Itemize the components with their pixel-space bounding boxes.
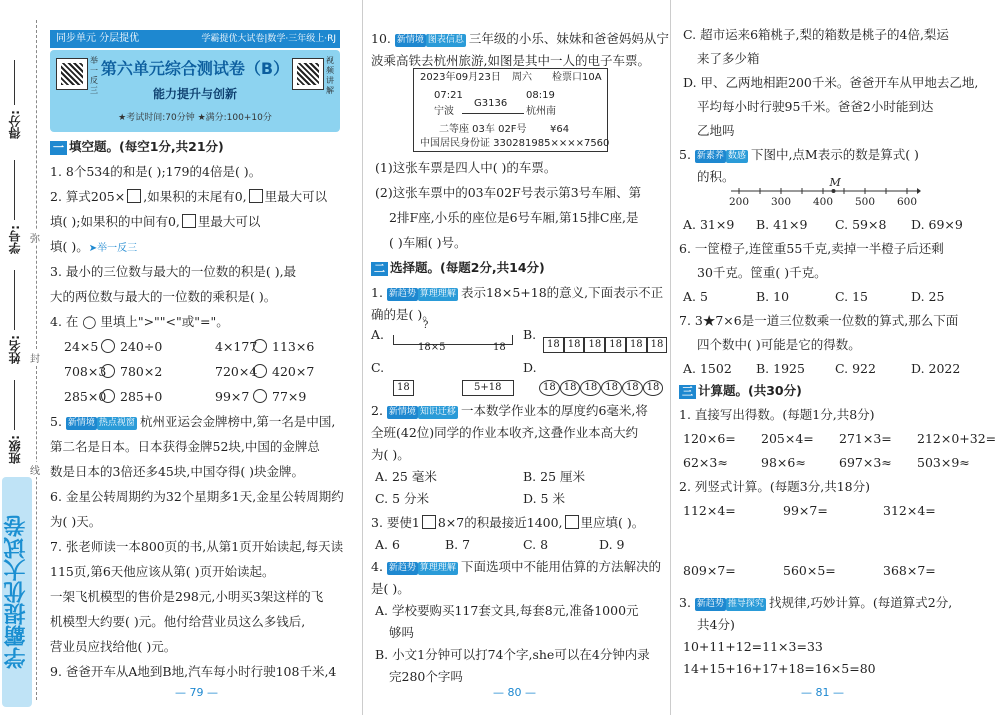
option-c[interactable]: C. [371, 360, 385, 375]
option[interactable]: B. 7 [445, 537, 471, 552]
student-id-label: 学号: [8, 225, 22, 254]
question-5-cont: 第二名是日本。日本获得金牌52块,中国的金牌总 [50, 439, 320, 454]
page-number: — 80 — [493, 686, 536, 699]
option[interactable]: B. 25 厘米 [523, 469, 586, 484]
calc-item: 205×4= [761, 431, 814, 446]
blank-box[interactable] [182, 214, 196, 228]
calc-item: 312×4= [883, 503, 936, 518]
question-3-cont: 大的两位数与最大的一位数的乘积是( )。 [50, 289, 277, 304]
bar-label: 18×5 [418, 342, 446, 353]
page-number: — 81 — [801, 686, 844, 699]
option-d[interactable]: D. [523, 360, 537, 375]
comparison-expr: 24×5 [64, 339, 99, 354]
binding-strip [0, 0, 48, 715]
option-a[interactable]: A. [371, 327, 385, 342]
mc-question-1: 1. 新趋势 算理理解 表示18×5+18的意义,下面表示不正 [371, 285, 664, 300]
question-6: 6. 金星公转周期约为32个星期多1天,金星公转周期约 [50, 489, 344, 504]
number-line-label: 200 [729, 196, 750, 208]
calc-item: 503×9≈ [917, 455, 970, 470]
calc-question-3: 3. 新趋势 推导探究 找规律,巧妙计算。(每道算式2分, [679, 595, 953, 610]
question-10-1: (1)这张车票是四人中( )的车票。 [375, 160, 557, 175]
page-81 [670, 0, 997, 715]
option[interactable]: C. 8 [523, 537, 549, 552]
question-4: 4. 在 ◯ 里填上">""<"或"="。 [50, 314, 229, 329]
ticket-arrive-time: 08:19 [526, 90, 555, 101]
exam-subtitle: 能力提升与创新 [152, 87, 237, 101]
id-line [14, 160, 15, 220]
option[interactable]: B. 1925 [756, 361, 805, 376]
pattern-line: 10+11+12=11×3=33 [683, 639, 823, 654]
section-heading: 一 填空题。(每空1分,共21分) [50, 134, 224, 159]
calc-item: 368×7= [883, 563, 936, 578]
number-line-label: 300 [771, 196, 792, 208]
compare-circle[interactable] [253, 389, 267, 403]
blank-box[interactable] [127, 189, 141, 203]
mc-question-6: 6. 一筐橙子,连筐重55千克,卖掉一半橙子后还剩 [679, 241, 944, 256]
option[interactable]: A. 学校要购买117套文具,每套8元,准备1000元 [375, 603, 639, 618]
comparison-expr: 780×2 [120, 364, 163, 379]
header-right: 学霸提优大试卷|数学·三年级上·RJ [201, 34, 336, 44]
qr-code-icon[interactable] [56, 58, 88, 90]
title-banner [50, 50, 340, 132]
question-5: 5. 新情境 热点视窗 杭州亚运会金牌榜中,第一名是中国, [50, 414, 336, 429]
option[interactable]: A. 6 [375, 537, 400, 552]
question-10-2: (2)这张车票中的03车02F号表示第3号车厢、第 [375, 185, 642, 200]
name-line [14, 270, 15, 330]
calc-item: 271×3= [839, 431, 892, 446]
option[interactable]: C. 59×8 [835, 217, 887, 232]
qr-caption: 视频讲解 [326, 56, 334, 95]
comparison-expr: 77×9 [272, 389, 307, 404]
qr-code-icon[interactable] [292, 58, 324, 90]
question-7-cont: 115页,第6天他应该从第( )页开始读起。 [50, 564, 275, 579]
option[interactable]: D. 5 米 [523, 491, 565, 506]
option[interactable]: A. 1502 [683, 361, 732, 376]
comparison-expr: 285+0 [120, 389, 163, 404]
bar-model-b: 18 18 18 18 18 18 [543, 330, 667, 355]
option[interactable]: A. 25 毫米 [375, 469, 437, 484]
ticket-weekday: 周六 [512, 72, 532, 83]
option-d[interactable]: D. 甲、乙两地相距200千米。爸爸开车从甲地去乙地, [683, 75, 979, 90]
question-2: 2. 算式205× ,如果积的末尾有0, 里最大可以 [50, 189, 328, 204]
ticket-from: 宁波 [434, 106, 454, 117]
question-6-cont: 为( )天。 [50, 514, 102, 529]
blank-box[interactable] [249, 189, 263, 203]
question-2-cont: 填( )。➤举一反三 [50, 239, 138, 254]
option[interactable]: C. 5 分米 [375, 491, 429, 506]
option[interactable]: B. 10 [756, 289, 790, 304]
calc-question-1: 1. 直接写出得数。(每题1分,共8分) [679, 407, 875, 422]
class-line [14, 380, 15, 430]
number-line-label: 400 [813, 196, 834, 208]
question-7: 7. 张老师读一本800页的书,从第1页开始读起,每天读 [50, 539, 344, 554]
calc-item: 120×6= [683, 431, 736, 446]
ticket-price: ¥64 [550, 124, 570, 135]
question-8-cont: 营业员应找给他( )元。 [50, 639, 177, 654]
option[interactable]: D. 2022 [911, 361, 961, 376]
option[interactable]: B. 小文1分钟可以打74个字,she可以在4分钟内录 [375, 647, 650, 662]
question-9: 9. 爸爸开车从A地到B地,汽车每小时行驶108千米,4 [50, 664, 337, 679]
option-cont: 完280个字吗 [389, 669, 463, 684]
question-10-2-cont: ( )车厢( )号。 [389, 235, 467, 250]
comparison-expr: 708×3 [64, 364, 107, 379]
header-strip [50, 30, 340, 48]
blank-box[interactable] [422, 515, 436, 529]
comparison-expr: 240÷0 [120, 339, 163, 354]
calc-question-3-cont: 共4分) [697, 617, 735, 632]
mc-question-4-cont: 是( )。 [371, 581, 410, 596]
option[interactable]: D. 25 [911, 289, 945, 304]
mc-question-6-cont: 30千克。筐重( )千克。 [697, 265, 827, 280]
pattern-line: 14+15+16+17+18=16×5=80 [683, 661, 876, 676]
option-c[interactable]: C. 超市运来6箱桃子,梨的箱数是桃子的4倍,梨运 [683, 27, 949, 42]
bar-model-c: 18 5+18 [393, 373, 514, 398]
option[interactable]: C. 15 [835, 289, 868, 304]
class-label: 班级: [8, 435, 22, 464]
page-number: — 79 — [175, 686, 218, 699]
compare-circle[interactable] [101, 364, 115, 378]
question-mark: ? [423, 320, 429, 331]
ticket-date: 2023年09月23日 [420, 72, 501, 83]
mc-question-4: 4. 新趋势 算理理解 下面选项中不能用估算的方法解决的 [371, 559, 661, 574]
name-label: 姓名: [8, 335, 22, 364]
question-3: 3. 最小的三位数与最大的一位数的积是( ),最 [50, 264, 297, 279]
option-cont: 来了多少箱 [697, 51, 760, 66]
calc-item: 99×7= [783, 503, 828, 518]
ticket-seat: 二等座 03车 02F号 [439, 124, 527, 135]
mc-question-2-cont: 全班(42位)同学的作业本收齐,这叠作业本高大约 [371, 425, 639, 440]
calc-question-2: 2. 列竖式计算。(每题3分,共18分) [679, 479, 870, 494]
ticket-gate: 检票口10A [552, 72, 602, 83]
calc-item: 98×6≈ [761, 455, 806, 470]
comparison-expr: 113×6 [272, 339, 315, 354]
brand-logo: 学霸提优大试卷 [2, 477, 32, 707]
option[interactable]: B. 41×9 [756, 217, 808, 232]
compare-circle[interactable] [253, 339, 267, 353]
number-line-label: 600 [897, 196, 918, 208]
seal-char: 线 [30, 462, 40, 477]
number-line-label: 500 [855, 196, 876, 208]
comparison-expr: 4×177 [215, 339, 258, 354]
ticket-depart-time: 07:21 [434, 90, 463, 101]
route-arrow [462, 113, 524, 114]
calc-item: 560×5= [783, 563, 836, 578]
compare-circle[interactable] [101, 339, 115, 353]
option[interactable]: D. 69×9 [911, 217, 963, 232]
calc-item: 697×3≈ [839, 455, 892, 470]
calc-item: 809×7= [683, 563, 736, 578]
mc-question-5: 5. 新素养 数感 下图中,点M表示的数是算式( ) [679, 147, 919, 162]
qr-caption: 举一反三 [90, 56, 98, 95]
question-5-cont: 数是日本的3倍还多45块,中国夺得( )块金牌。 [50, 464, 305, 479]
bar-model-d: 18 18 18 18 18 18 [539, 373, 663, 398]
ticket-id: 中国居民身份证 330281985××××7560 [420, 138, 610, 149]
mc-question-1-cont: 确的是( )。 [371, 307, 435, 322]
mc-question-7: 7. 3★7×6是一道三位数乘一位数的算式,那么下面 [679, 313, 959, 328]
mc-question-3: 3. 要使1 8×7的积最接近1400, 里应填( )。 [371, 515, 645, 530]
mc-question-2: 2. 新情境 知识迁移 一本数学作业本的厚度约6毫米,将 [371, 403, 648, 418]
question-8-cont: 机模型大约要( )元。他付给营业员这么多钱后, [50, 614, 306, 629]
option[interactable]: A. 31×9 [683, 217, 735, 232]
exam-title: 第六单元综合测试卷（B） [100, 59, 290, 78]
page-80 [362, 0, 669, 715]
compare-circle[interactable] [101, 389, 115, 403]
page-79 [50, 0, 350, 715]
score-label: 得分: [8, 110, 22, 139]
extension-link[interactable]: ➤举一反三 [88, 243, 138, 254]
comparison-expr: 420×7 [272, 364, 315, 379]
train-ticket [413, 68, 608, 152]
comparison-expr: 99×7 [215, 389, 250, 404]
option[interactable]: C. 922 [835, 361, 876, 376]
ticket-to: 杭州南 [526, 106, 556, 117]
ticket-train-no: G3136 [474, 98, 508, 109]
calc-item: 62×3≈ [683, 455, 728, 470]
section-heading: 三 计算题。(共30分) [679, 378, 802, 403]
header-left: 同步单元 分层提优 [56, 33, 140, 44]
mc-question-2-cont: 为( )。 [371, 447, 410, 462]
option-cont: 乙地吗 [697, 123, 735, 138]
compare-circle[interactable] [253, 364, 267, 378]
question-10-2-cont: 2排F座,小乐的座位是6号车厢,第15排C座,是 [389, 210, 639, 225]
question-1: 1. 8个534的和是( );179的4倍是( )。 [50, 164, 262, 179]
option-b[interactable]: B. [523, 327, 537, 342]
seal-char: 弥 [30, 230, 40, 245]
mc-question-5-cont: 的积。 [697, 169, 735, 184]
seal-char: 封 [30, 350, 40, 365]
option[interactable]: D. 9 [599, 537, 625, 552]
question-2-cont: 填( );如果积的中间有0, 里最大可以 [50, 214, 261, 229]
score-line [14, 60, 15, 105]
section-heading: 二 选择题。(每题2分,共14分) [371, 255, 545, 280]
option[interactable]: A. 5 [683, 289, 708, 304]
comparison-expr: 285×0 [64, 389, 107, 404]
calc-item: 212×0+32= [917, 431, 997, 446]
option-cont: 够吗 [389, 625, 415, 640]
exam-meta: ★考试时间:70分钟 ★满分:100+10分 [118, 113, 272, 123]
point-m-label: M [829, 176, 841, 189]
calc-item: 112×4= [683, 503, 736, 518]
option-cont: 平均每小时行驶95千米。爸爸2小时能到达 [697, 99, 934, 114]
bar-label: 18 [493, 342, 506, 353]
mc-question-7-cont: 四个数中( )可能是它的得数。 [697, 337, 861, 352]
question-8: 一架飞机模型的售价是298元,小明买3架这样的飞 [50, 589, 324, 604]
blank-box[interactable] [565, 515, 579, 529]
question-10-cont: 波乘高铁去杭州旅游,如图是其中一人的电子车票。 [371, 53, 650, 68]
question-10: 10. 新情境 图表信息 三年级的小乐、妹妹和爸爸妈妈从宁 [371, 31, 669, 46]
comparison-expr: 720×4 [215, 364, 258, 379]
